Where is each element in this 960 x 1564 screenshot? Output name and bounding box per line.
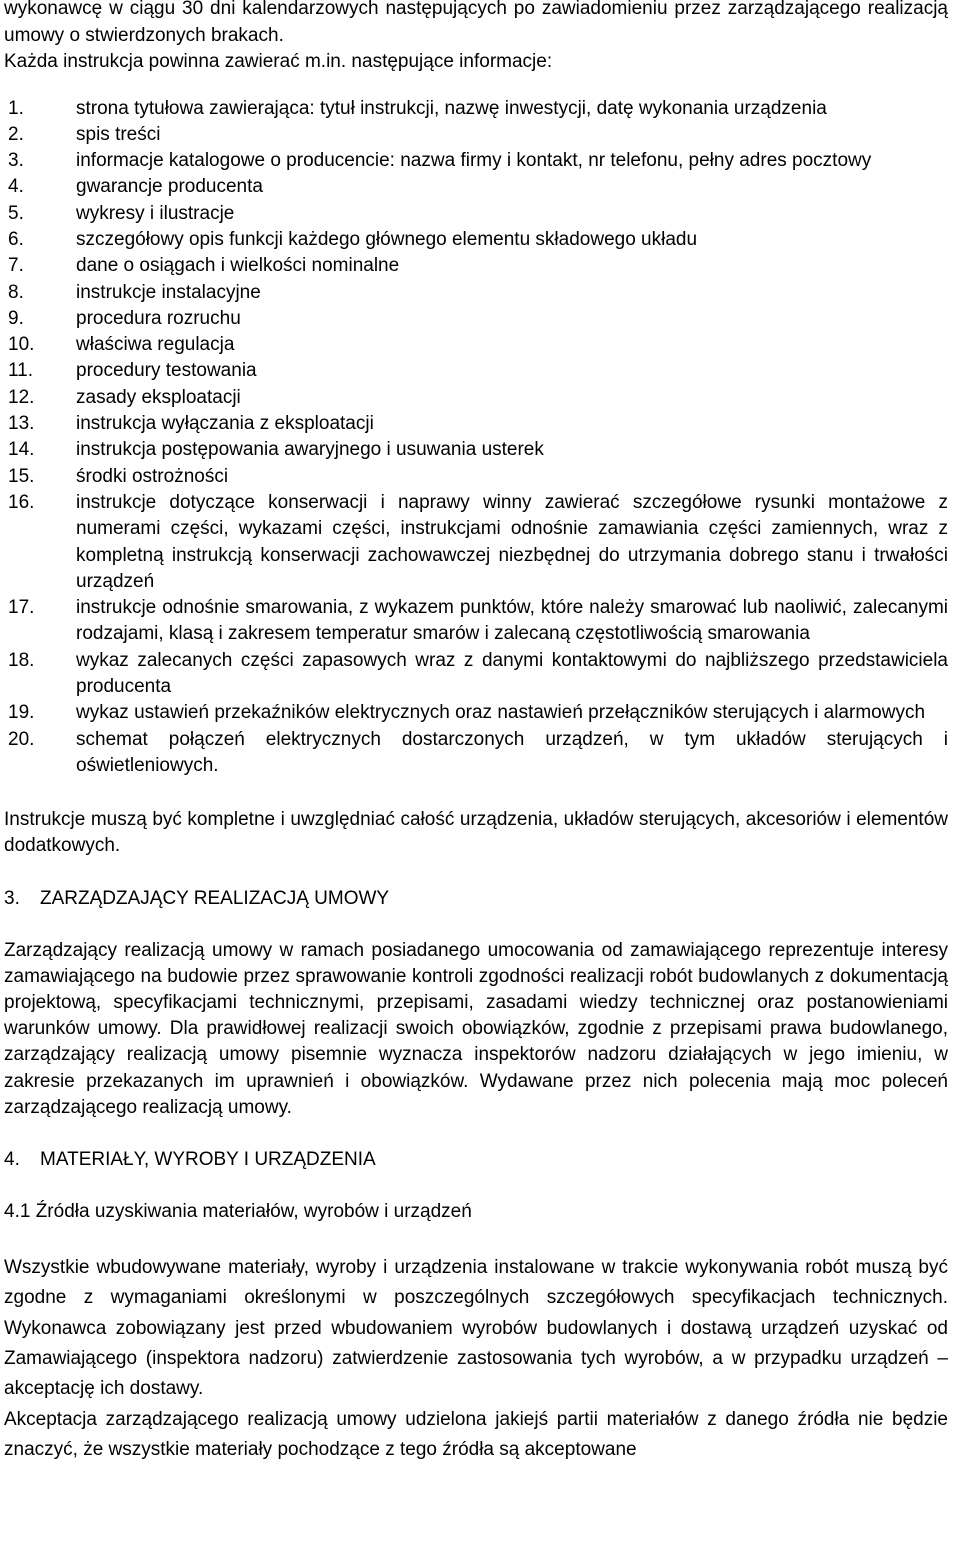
section-3-title: ZARZĄDZAJĄCY REALIZACJĄ UMOWY [40,887,390,909]
list-item-number: 13. [8,413,35,435]
list-item-number: 8. [8,281,24,303]
list-item-text: instrukcje odnośnie smarowania, z wykazem punktów, które należy smarować lub naoliwić, zalecanymi rodzajami, klasą i zakresem temperatur smarów i zalecaną częstotliwością smarowania [76,597,948,645]
list-item-text: strona tytułowa zawierająca: tytuł instrukcji, nazwę inwestycji, datę wykonania urządzenia [76,97,827,119]
list-item-text: wykresy i ilustracje [76,202,235,224]
list-item [4,280,948,306]
list-item-number: 17. [8,597,35,619]
list-item-number: 20. [8,728,35,750]
list-item [4,227,948,253]
list-item-text: instrukcje instalacyjne [76,281,261,303]
list-item-number: 7. [8,255,24,277]
list-item [4,411,948,437]
list-item-text: środki ostrożności [76,465,229,487]
list-item [4,306,948,332]
list-item [4,122,948,148]
list-item-text: schemat połączeń elektrycznych dostarczonych urządzeń, w tym układów sterujących i oświetleniowych. [76,728,948,776]
list-item-text: wykaz ustawień przekaźników elektrycznych oraz nastawień przełączników sterujących i alarmowych [76,702,926,724]
intro-block [4,0,948,76]
list-item [4,595,948,648]
list-item-text: wykaz zalecanych części zapasowych wraz z danymi kontaktowymi do najbliższego przedstawiciela producenta [76,649,948,698]
list-item-number: 16. [8,491,35,513]
list-item-text: instrukcja postępowania awaryjnego i usuwania usterek [76,439,544,461]
list-item-text: dane o osiągach i wielkości nominalne [76,255,400,277]
list-item-number: 11. [8,360,34,382]
list-item-number: 2. [8,123,24,145]
list-item [4,332,948,358]
list-item [4,464,948,490]
intro-line-1: wykonawcę w ciągu 30 dni kalendarzowych następujących po zawiadomieniu przez zarządzającego realizacją umowy o stwierdzonych brakach. [4,0,948,46]
section-4-1-heading: 4.1 Źródła uzyskiwania materiałów, wyrobów i urządzeń [4,1201,472,1223]
list-item [4,648,948,701]
paragraph-materials: Wszystkie wbudowywane materiały, wyroby i urządzenia instalowane w trakcie wykonywania robót muszą być zgodne z wymaganiami określonymi w poszczególnych szczegółowych specyfikacjach technicznych. Wykonawca zobowiązany jest przed wbudowaniem wyrobów budowlanych i dostawą urządzeń uzyskać od Zamawiającego (inspektora nadzoru) zatwierdzenie zastosowania tych wyrobów, a w przypadku urządzeń – akceptację ich dostawy. [4,1257,948,1400]
list-item-text: instrukcja wyłączania z eksploatacji [76,413,374,435]
list-item-number: 1. [8,97,24,119]
paragraph-completeness: Instrukcje muszą być kompletne i uwzględniać całość urządzenia, układów sterujących, akcesoriów i elementów dodatkowych. [4,809,948,857]
section-4-number: 4. [4,1149,20,1171]
section-3-number: 3. [4,887,20,909]
list-item-text: procedura rozruchu [76,307,241,329]
list-item-text: zasady eksploatacji [76,386,241,408]
list-item-text: szczegółowy opis funkcji każdego głównego elementu składowego układu [76,228,698,250]
list-item-number: 5. [8,202,24,224]
paragraph-acceptance: Akceptacja zarządzającego realizacją umowy udzielona jakiejś partii materiałów z danego źródła nie będzie znaczyć, że wszystkie materiały pochodzące z tego źródła są akceptowane [4,1408,948,1460]
list-item-text: informacje katalogowe o producencie: nazwa firmy i kontakt, nr telefonu, pełny adres pocztowy [76,150,872,172]
list-item-number: 4. [8,176,24,198]
list-item-text: gwarancje producenta [76,176,263,198]
list-item-text: spis treści [76,123,161,145]
paragraph-manager: Zarządzający realizacją umowy w ramach posiadanego umocowania od zamawiającego reprezentuje interesy zamawiającego na budowie przez sprawowanie kontroli zgodności realizacji robót budowlanych z dokumentacją projektową, specyfikacjami technicznymi, przepisami, zasadami wiedzy technicznej oraz postanowieniami warunków umowy. Dla prawidłowej realizacji swoich obowiązków, zgodnie z przepisami prawa budowlanego, zarządzający realizacją umowy pisemnie wyznacza inspektorów nadzoru działających w jego imieniu, w zakresie przekazanych im uprawnień i obowiązków. Wydawane przez nich polecenia mają moc poleceń zarządzającego realizacją umowy. [4,939,948,1118]
list-item [4,201,948,227]
intro-line-2: Każda instrukcja powinna zawierać m.in. następujące informacje: [4,51,553,72]
list-item-number: 19. [8,702,35,724]
materials-block [4,1253,948,1465]
list-item [4,96,948,122]
list-item-number: 15. [8,465,35,487]
list-item [4,490,948,595]
list-item [4,385,948,411]
list-item-number: 6. [8,228,24,250]
list-item [4,148,948,174]
list-item-number: 9. [8,307,24,329]
list-item-number: 10. [8,334,35,356]
list-item-text: właściwa regulacja [76,334,235,356]
list-item-number: 12. [8,386,35,408]
list-item [4,727,948,780]
list-item [4,437,948,463]
list-item [4,358,948,384]
list-item-number: 14. [8,439,35,461]
list-item-number: 18. [8,649,35,671]
list-item [4,253,948,279]
section-3-heading [4,886,948,912]
list-item [4,174,948,200]
list-item-text: procedury testowania [76,360,257,382]
section-4-heading [4,1147,948,1173]
section-4-title: MATERIAŁY, WYROBY I URZĄDZENIA [40,1149,376,1171]
requirements-list [4,96,948,780]
list-item-number: 3. [8,150,24,172]
list-item [4,700,948,726]
list-item-text: instrukcje dotyczące konserwacji i naprawy winny zawierać szczegółowe rysunki montażowe z numerami części, wykazami części, instrukcjami odnośnie zamawiania części zamiennych, wraz z kompletną instrukcją konserwacji zachowawczej niezbędnej do utrzymania dobrego stanu i trwałości urządzeń [76,491,948,592]
